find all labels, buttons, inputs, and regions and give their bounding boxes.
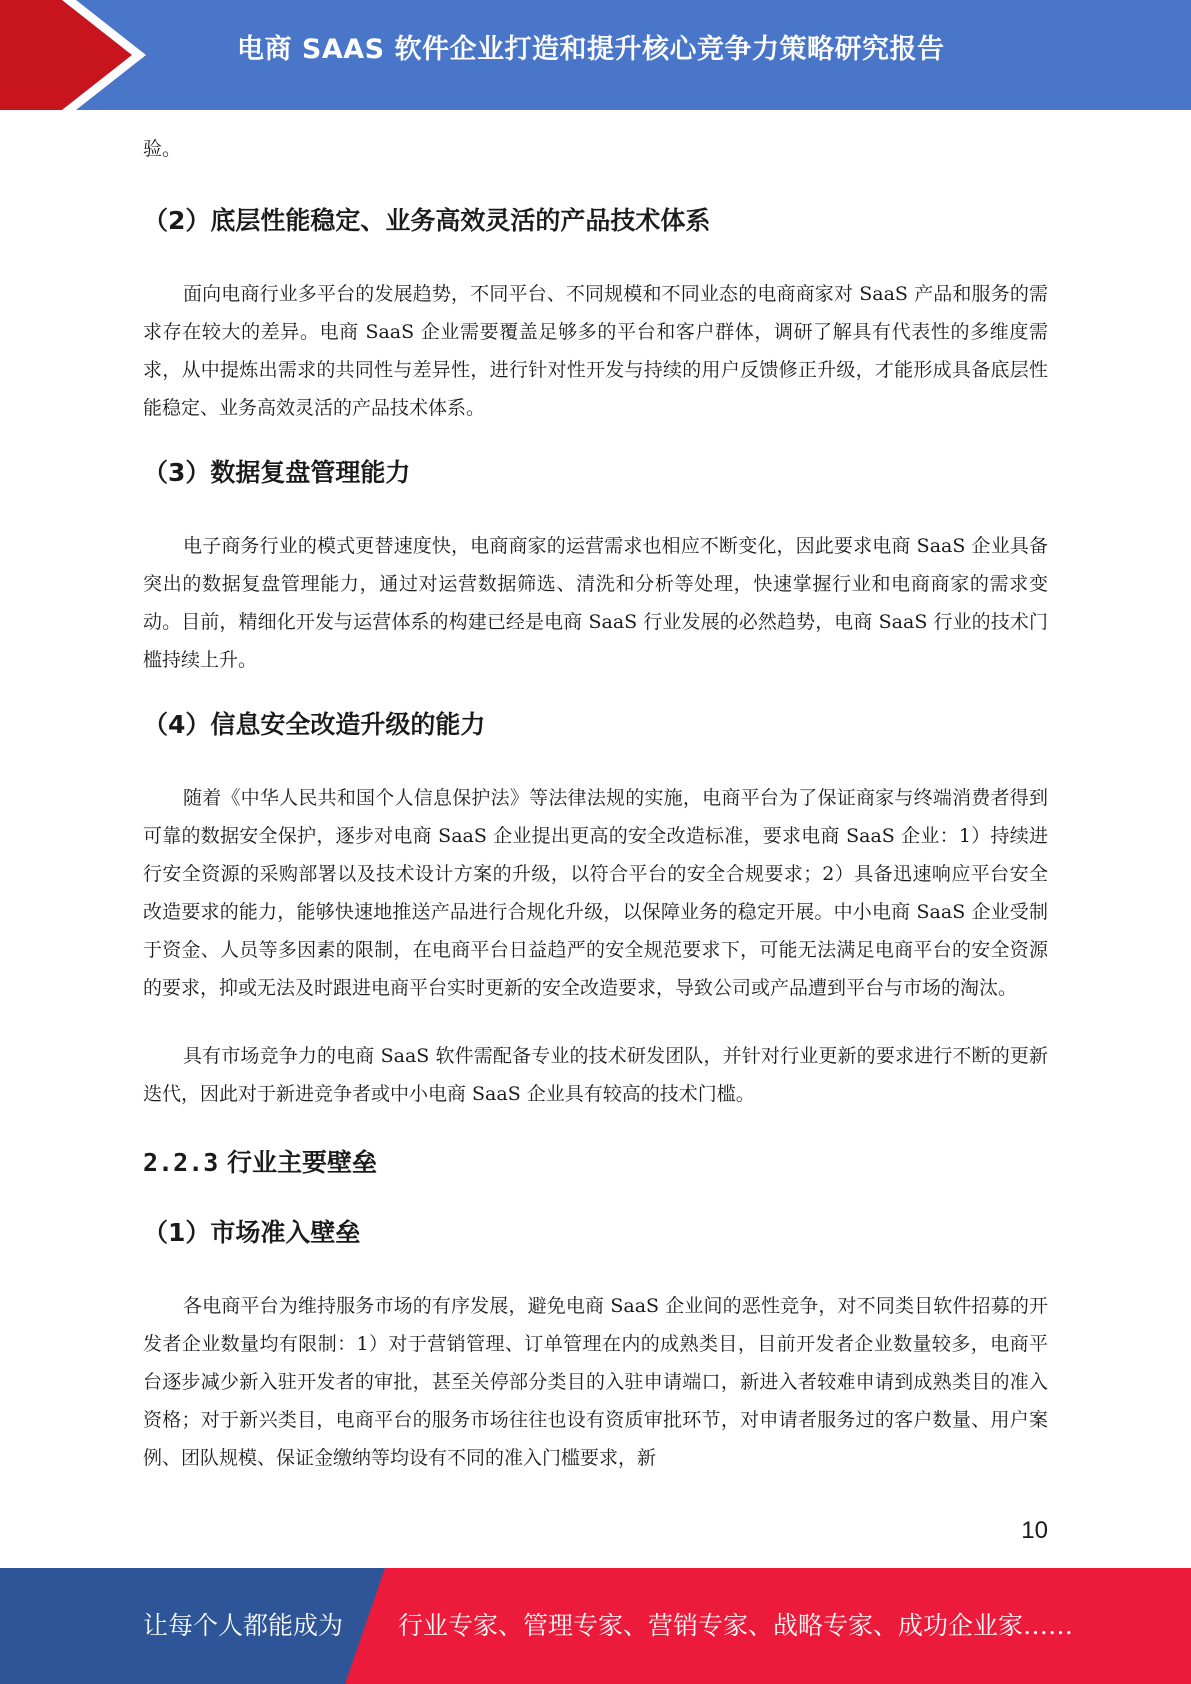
heading-product-tech-system: （2）底层性能稳定、业务高效灵活的产品技术体系 — [143, 206, 711, 235]
paragraph-product-tech-system: 面向电商行业多平台的发展趋势，不同平台、不同规模和不同业态的电商商家对 SaaS 产品和服务的需求存在较大的差异。电商 SaaS 企业需要覆盖足够多的平台和客户群体，调研了解具有代表性的多维度需求，从中提炼出需求的共同性与差异性，进行针对性开发与持续的用户反馈修正升级，才能形成具备底层性能稳定、业务高效灵活的产品技术体系。 — [143, 283, 1048, 419]
document-body — [143, 130, 1048, 1477]
footer-slogan-left: 让每个人都能成为 — [143, 1611, 344, 1640]
heading-data-review: （3）数据复盘管理能力 — [143, 458, 411, 487]
header-title: 电商 SAAS 软件企业打造和提升核心竞争力策略研究报告 — [237, 34, 945, 65]
page-footer — [0, 1568, 1191, 1684]
section-title: 行业主要壁垒 — [226, 1148, 377, 1177]
heading-info-security: （4）信息安全改造升级的能力 — [143, 710, 486, 739]
section-heading-barriers — [143, 1143, 1048, 1183]
paragraph-info-security: 随着《中华人民共和国个人信息保护法》等法律法规的实施，电商平台为了保证商家与终端消费者得到可靠的数据安全保护，逐步对电商 SaaS 企业提出更高的安全改造标准，要求电商 SaaS 企业：1）持续进行安全资源的采购部署以及技术设计方案的升级，以符合平台的安全合规要求；2）具备迅速响应平台安全改造要求的能力，能够快速地推送产品进行合规化升级，以保障业务的稳定开展。中小电商 SaaS 企业受制于资金、人员等多因素的限制，在电商平台日益趋严的安全规范要求下，可能无法满足电商平台的安全资源的要求，抑或无法及时跟进电商平台实时更新的安全改造要求，导致公司或产品遭到平台与市场的淘汰。 — [143, 787, 1048, 999]
section-number: 2.2.3 — [143, 1148, 219, 1177]
paragraph-continuation: 验。 — [143, 138, 182, 160]
paragraph-tech-barrier: 具有市场竞争力的电商 SaaS 软件需配备专业的技术研发团队，并针对行业更新的要求进行不断的更新迭代，因此对于新进竞争者或中小电商 SaaS 企业具有较高的技术门槛。 — [143, 1045, 1048, 1105]
header-arrow-decoration — [0, 0, 150, 110]
paragraph-data-review: 电子商务行业的模式更替速度快，电商商家的运营需求也相应不断变化，因此要求电商 SaaS 企业具备突出的数据复盘管理能力，通过对运营数据筛选、清洗和分析等处理，快速掌握行业和电商商家的需求变动。目前，精细化开发与运营体系的构建已经是电商 SaaS 行业发展的必然趋势，电商 SaaS 行业的技术门槛持续上升。 — [143, 535, 1048, 671]
footer-slogan-right: 行业专家、管理专家、营销专家、战略专家、成功企业家…… — [398, 1611, 1074, 1640]
page-number: 10 — [1021, 1517, 1048, 1544]
page-header — [0, 0, 1191, 110]
paragraph-market-access: 各电商平台为维持服务市场的有序发展，避免电商 SaaS 企业间的恶性竞争，对不同类目软件招募的开发者企业数量均有限制：1）对于营销管理、订单管理在内的成熟类目，目前开发者企业数量较多，电商平台逐步减少新入驻开发者的审批，甚至关停部分类目的入驻申请端口，新进入者较难申请到成熟类目的准入资格；对于新兴类目，电商平台的服务市场往往也设有资质审批环节，对申请者服务过的客户数量、用户案例、团队规模、保证金缴纳等均设有不同的准入门槛要求，新 — [143, 1295, 1048, 1469]
heading-market-access: （1）市场准入壁垒 — [143, 1218, 361, 1247]
